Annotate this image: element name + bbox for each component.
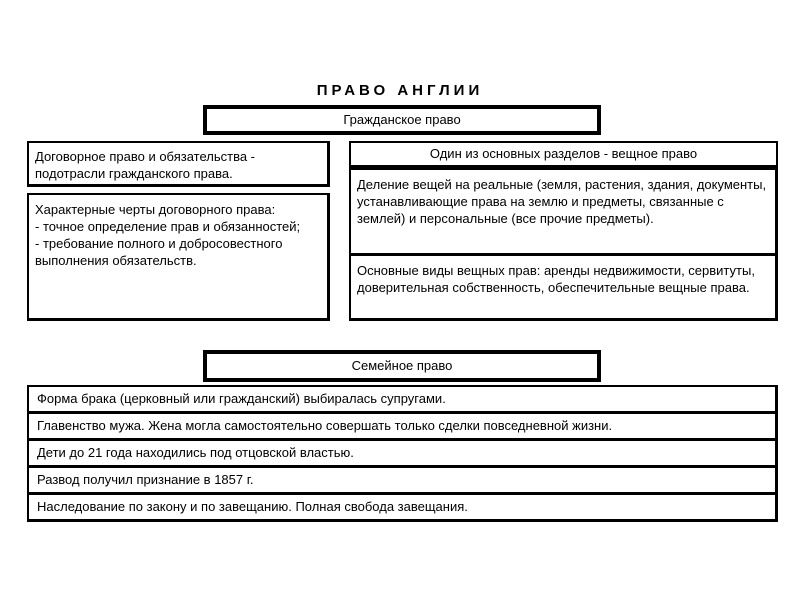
family-law-item-text: Развод получил признание в 1857 г. (37, 472, 254, 487)
family-law-item (27, 412, 778, 441)
property-rights-kinds-text: Основные виды вещных прав: аренды недвижимости, сервитуты, доверительная собственность, обеспечительные вещные права. (357, 263, 755, 295)
civil-law-header (204, 106, 600, 134)
feature-item: - требование полного и добросовестного выполнения обязательств. (35, 236, 283, 268)
family-law-item (27, 493, 778, 522)
family-law-item-text: Форма брака (церковный или гражданский) выбиралась супругами. (37, 391, 446, 406)
property-law-header (349, 141, 778, 168)
family-law-item (27, 466, 778, 495)
civil-law-header-label: Гражданское право (343, 112, 461, 127)
family-law-item-text: Главенство мужа. Жена могла самостоятельно совершать только сделки повседневной жизни. (37, 418, 613, 433)
family-law-header-label: Семейное право (351, 358, 453, 373)
family-law-header (204, 351, 600, 381)
page-title: ПРАВО АНГЛИИ (316, 82, 484, 99)
things-division (349, 168, 778, 256)
contract-law-intro (27, 141, 330, 187)
feature-item: - точное определение прав и обязанностей; (35, 219, 301, 234)
family-law-item (27, 439, 778, 468)
property-rights-kinds (349, 254, 778, 321)
property-law-header-label: Один из основных разделов - вещное право (429, 146, 698, 161)
contract-law-features (27, 193, 330, 321)
family-law-item-text: Наследование по закону и по завещанию. Полная свобода завещания. (37, 499, 468, 514)
family-law-item (27, 385, 778, 414)
things-division-text: Деление вещей на реальные (земля, растения, здания, документы, устанавливающие права на землю и предметы, связанные с землей) и персональные (все прочие предметы). (357, 177, 767, 226)
family-law-item-text: Дети до 21 года находились под отцовской властью. (37, 445, 354, 460)
contract-law-intro-text: Договорное право и обязательства - подотрасли гражданского права. (35, 149, 255, 181)
features-title: Характерные черты договорного права: (35, 202, 276, 217)
